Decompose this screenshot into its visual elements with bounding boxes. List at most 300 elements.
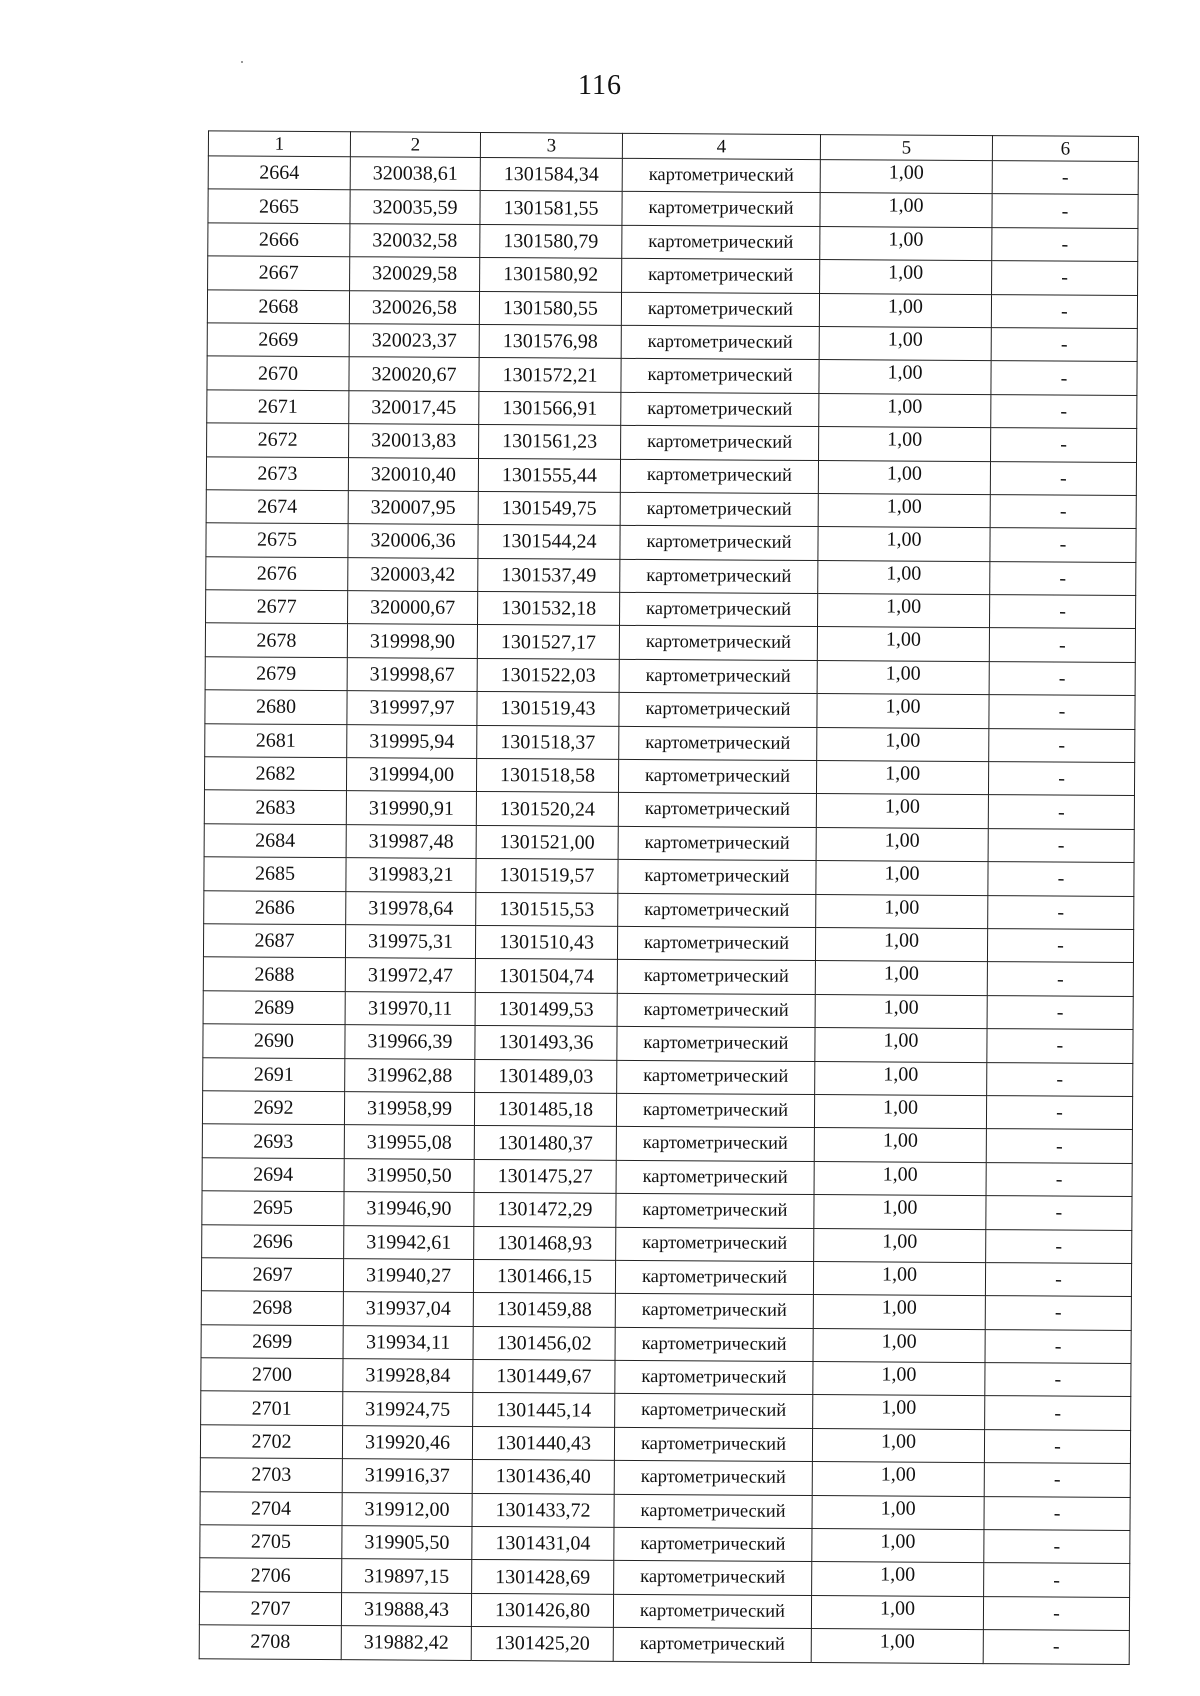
accuracy-cell: 1,00 [816, 894, 988, 928]
note-cell: - [986, 1096, 1132, 1130]
table-row [200, 1425, 1130, 1464]
accuracy-cell: 1,00 [815, 1061, 987, 1095]
x-coordinate-cell: 319995,94 [347, 724, 477, 758]
point-number-cell: 2703 [200, 1458, 342, 1492]
method-cell: картометрический [614, 1461, 812, 1496]
method-cell: картометрический [617, 993, 815, 1028]
accuracy-cell: 1,00 [820, 226, 992, 260]
table-row [200, 1491, 1130, 1530]
y-coordinate-cell: 1301580,79 [480, 224, 622, 258]
accuracy-cell: 1,00 [817, 727, 989, 761]
table-row [201, 1358, 1131, 1397]
method-cell: картометрический [615, 1294, 813, 1329]
y-coordinate-cell: 1301581,55 [480, 191, 622, 225]
method-cell: картометрический [621, 359, 819, 394]
accuracy-cell: 1,00 [812, 1529, 984, 1563]
accuracy-cell: 1,00 [820, 193, 992, 227]
y-coordinate-cell: 1301456,02 [473, 1326, 615, 1360]
y-coordinate-cell: 1301436,40 [472, 1460, 614, 1494]
accuracy-cell: 1,00 [815, 961, 987, 995]
y-coordinate-cell: 1301431,04 [472, 1526, 614, 1560]
point-number-cell: 2686 [204, 890, 346, 924]
table-row [199, 1625, 1129, 1664]
method-cell: картометрический [613, 1628, 811, 1663]
x-coordinate-cell: 319998,67 [347, 658, 477, 692]
table-row [204, 824, 1134, 863]
column-header-1: 1 [208, 131, 350, 157]
method-cell: картометрический [615, 1394, 813, 1429]
point-number-cell: 2665 [208, 189, 350, 223]
note-cell: - [985, 1396, 1131, 1430]
y-coordinate-cell: 1301515,53 [476, 892, 618, 926]
note-cell: - [983, 1630, 1129, 1664]
x-coordinate-cell: 319882,42 [341, 1626, 471, 1660]
accuracy-cell: 1,00 [819, 327, 991, 361]
x-coordinate-cell: 319975,31 [345, 925, 475, 959]
x-coordinate-cell: 319987,48 [346, 824, 476, 858]
y-coordinate-cell: 1301549,75 [478, 491, 620, 525]
table-row [203, 1057, 1133, 1096]
method-cell: картометрический [617, 960, 815, 995]
table-row [204, 790, 1134, 829]
note-cell: - [991, 428, 1137, 462]
point-number-cell: 2695 [202, 1191, 344, 1225]
note-cell: - [988, 828, 1134, 862]
y-coordinate-cell: 1301466,15 [473, 1259, 615, 1293]
y-coordinate-cell: 1301576,98 [479, 324, 621, 358]
x-coordinate-cell: 319920,46 [342, 1426, 472, 1460]
column-header-6: 6 [992, 136, 1138, 162]
point-number-cell: 2705 [200, 1525, 342, 1559]
point-number-cell: 2667 [208, 256, 350, 290]
x-coordinate-cell: 320017,45 [349, 390, 479, 424]
y-coordinate-cell: 1301572,21 [479, 358, 621, 392]
x-coordinate-cell: 320038,61 [350, 157, 480, 191]
point-number-cell: 2676 [206, 557, 348, 591]
point-number-cell: 2685 [204, 857, 346, 891]
note-cell: - [987, 1029, 1133, 1063]
y-coordinate-cell: 1301580,55 [479, 291, 621, 325]
table-row [204, 757, 1134, 796]
table-row [205, 690, 1135, 729]
table-row [206, 557, 1136, 596]
method-cell: картометрический [622, 158, 820, 193]
x-coordinate-cell: 320026,58 [349, 290, 479, 324]
accuracy-cell: 1,00 [816, 861, 988, 895]
x-coordinate-cell: 319958,99 [344, 1092, 474, 1126]
method-cell: картометрический [622, 225, 820, 260]
x-coordinate-cell: 319983,21 [346, 858, 476, 892]
accuracy-cell: 1,00 [819, 293, 991, 327]
table-row [203, 957, 1133, 996]
accuracy-cell: 1,00 [819, 360, 991, 394]
x-coordinate-cell: 319966,39 [345, 1025, 475, 1059]
method-cell: картометрический [621, 292, 819, 327]
accuracy-cell: 1,00 [813, 1261, 985, 1295]
y-coordinate-cell: 1301520,24 [476, 792, 618, 826]
table-row [206, 523, 1136, 562]
note-cell: - [985, 1363, 1131, 1397]
x-coordinate-cell: 319916,37 [342, 1459, 472, 1493]
point-number-cell: 2688 [203, 957, 345, 991]
point-number-cell: 2696 [202, 1224, 344, 1258]
table-row [203, 924, 1133, 963]
point-number-cell: 2668 [207, 289, 349, 323]
table-body [199, 156, 1138, 1664]
accuracy-cell: 1,00 [818, 560, 990, 594]
x-coordinate-cell: 319994,00 [346, 758, 476, 792]
table-row [202, 1191, 1132, 1230]
accuracy-cell: 1,00 [817, 694, 989, 728]
point-number-cell: 2675 [206, 523, 348, 557]
y-coordinate-cell: 1301561,23 [479, 425, 621, 459]
note-cell: - [990, 561, 1136, 595]
y-coordinate-cell: 1301566,91 [479, 391, 621, 425]
point-number-cell: 2692 [202, 1091, 344, 1125]
method-cell: картометрический [619, 592, 817, 627]
y-coordinate-cell: 1301493,36 [475, 1026, 617, 1060]
note-cell: - [988, 795, 1134, 829]
accuracy-cell: 1,00 [814, 1228, 986, 1262]
note-cell: - [992, 227, 1138, 261]
accuracy-cell: 1,00 [819, 393, 991, 427]
accuracy-cell: 1,00 [811, 1629, 983, 1663]
method-cell: картометрический [615, 1360, 813, 1395]
method-cell: картометрический [614, 1427, 812, 1462]
accuracy-cell: 1,00 [818, 527, 990, 561]
method-cell: картометрический [619, 626, 817, 661]
table-row [200, 1525, 1130, 1564]
accuracy-cell: 1,00 [816, 794, 988, 828]
y-coordinate-cell: 1301522,03 [477, 658, 619, 692]
method-cell: картометрический [618, 793, 816, 828]
y-coordinate-cell: 1301475,27 [474, 1159, 616, 1193]
x-coordinate-cell: 320006,36 [348, 524, 478, 558]
y-coordinate-cell: 1301544,24 [478, 525, 620, 559]
note-cell: - [984, 1463, 1130, 1497]
note-cell: - [989, 695, 1135, 729]
accuracy-cell: 1,00 [813, 1295, 985, 1329]
method-cell: картометрический [615, 1260, 813, 1295]
x-coordinate-cell: 319998,90 [347, 624, 477, 658]
point-number-cell: 2673 [206, 456, 348, 490]
point-number-cell: 2697 [201, 1258, 343, 1292]
y-coordinate-cell: 1301426,80 [471, 1593, 613, 1627]
x-coordinate-cell: 319888,43 [341, 1592, 471, 1626]
note-cell: - [992, 261, 1138, 295]
y-coordinate-cell: 1301468,93 [474, 1226, 616, 1260]
point-number-cell: 2708 [199, 1625, 341, 1659]
method-cell: картометрический [618, 826, 816, 861]
accuracy-cell: 1,00 [812, 1428, 984, 1462]
method-cell: картометрический [616, 1193, 814, 1228]
table-row [207, 423, 1137, 462]
note-cell: - [990, 461, 1136, 495]
accuracy-cell: 1,00 [815, 928, 987, 962]
x-coordinate-cell: 320035,59 [350, 190, 480, 224]
point-number-cell: 2670 [207, 356, 349, 390]
method-cell: картометрический [616, 1227, 814, 1262]
accuracy-cell: 1,00 [820, 260, 992, 294]
y-coordinate-cell: 1301445,14 [473, 1393, 615, 1427]
note-cell: - [987, 995, 1133, 1029]
x-coordinate-cell: 320000,67 [348, 591, 478, 625]
point-number-cell: 2684 [204, 824, 346, 858]
x-coordinate-cell: 319934,11 [343, 1325, 473, 1359]
note-cell: - [992, 194, 1138, 228]
table-row [201, 1391, 1131, 1430]
method-cell: картометрический [617, 1060, 815, 1095]
method-cell: картометрический [618, 893, 816, 928]
note-cell: - [985, 1329, 1131, 1363]
x-coordinate-cell: 320029,58 [350, 257, 480, 291]
y-coordinate-cell: 1301518,37 [477, 725, 619, 759]
table-row [203, 1024, 1133, 1063]
accuracy-cell: 1,00 [817, 627, 989, 661]
method-cell: картометрический [620, 492, 818, 527]
point-number-cell: 2698 [201, 1291, 343, 1325]
x-coordinate-cell: 319990,91 [346, 791, 476, 825]
table-row [208, 223, 1138, 262]
point-number-cell: 2699 [201, 1324, 343, 1358]
accuracy-cell: 1,00 [817, 594, 989, 628]
y-coordinate-cell: 1301521,00 [476, 825, 618, 859]
accuracy-cell: 1,00 [814, 1128, 986, 1162]
note-cell: - [987, 1062, 1133, 1096]
x-coordinate-cell: 319937,04 [343, 1292, 473, 1326]
y-coordinate-cell: 1301499,53 [475, 992, 617, 1026]
table-row [206, 590, 1136, 629]
x-coordinate-cell: 320013,83 [349, 424, 479, 458]
note-cell: - [989, 595, 1135, 629]
method-cell: картометрический [617, 926, 815, 961]
table-row [208, 256, 1138, 295]
point-number-cell: 2704 [200, 1491, 342, 1525]
accuracy-cell: 1,00 [814, 1161, 986, 1195]
x-coordinate-cell: 319912,00 [342, 1492, 472, 1526]
method-cell: картометрический [621, 392, 819, 427]
scan-speck [241, 61, 243, 63]
accuracy-cell: 1,00 [814, 1195, 986, 1229]
method-cell: картометрический [620, 459, 818, 494]
accuracy-cell: 1,00 [819, 427, 991, 461]
x-coordinate-cell: 319978,64 [346, 891, 476, 925]
table-row [200, 1458, 1130, 1497]
method-cell: картометрический [622, 192, 820, 227]
x-coordinate-cell: 319955,08 [344, 1125, 474, 1159]
note-cell: - [991, 328, 1137, 362]
point-number-cell: 2664 [208, 156, 350, 190]
x-coordinate-cell: 319972,47 [345, 958, 475, 992]
note-cell: - [984, 1563, 1130, 1597]
x-coordinate-cell: 319942,61 [344, 1225, 474, 1259]
accuracy-cell: 1,00 [817, 660, 989, 694]
y-coordinate-cell: 1301449,67 [473, 1360, 615, 1394]
note-cell: - [986, 1162, 1132, 1196]
note-cell: - [987, 962, 1133, 996]
x-coordinate-cell: 319928,84 [343, 1359, 473, 1393]
table-row [202, 1158, 1132, 1197]
note-cell: - [991, 294, 1137, 328]
x-coordinate-cell: 319924,75 [343, 1392, 473, 1426]
point-number-cell: 2679 [205, 657, 347, 691]
note-cell: - [987, 929, 1133, 963]
method-cell: картометрический [616, 1160, 814, 1195]
note-cell: - [992, 161, 1138, 195]
method-cell: картометрический [615, 1327, 813, 1362]
x-coordinate-cell: 319897,15 [342, 1559, 472, 1593]
note-cell: - [988, 862, 1134, 896]
x-coordinate-cell: 320020,67 [349, 357, 479, 391]
coordinates-table-container [199, 130, 1138, 1664]
accuracy-cell: 1,00 [815, 1028, 987, 1062]
accuracy-cell: 1,00 [813, 1395, 985, 1429]
y-coordinate-cell: 1301518,58 [476, 759, 618, 793]
accuracy-cell: 1,00 [818, 493, 990, 527]
y-coordinate-cell: 1301584,34 [480, 157, 622, 191]
y-coordinate-cell: 1301527,17 [477, 625, 619, 659]
x-coordinate-cell: 319905,50 [342, 1526, 472, 1560]
table-row [199, 1592, 1129, 1631]
table-row [208, 189, 1138, 228]
table-row [201, 1291, 1131, 1330]
table-row [205, 657, 1135, 696]
coordinates-table [199, 130, 1139, 1664]
method-cell: картометрический [619, 693, 817, 728]
point-number-cell: 2678 [205, 623, 347, 657]
method-cell: картометрический [618, 860, 816, 895]
point-number-cell: 2693 [202, 1124, 344, 1158]
note-cell: - [983, 1596, 1129, 1630]
point-number-cell: 2681 [205, 723, 347, 757]
y-coordinate-cell: 1301532,18 [478, 592, 620, 626]
y-coordinate-cell: 1301580,92 [480, 258, 622, 292]
note-cell: - [984, 1530, 1130, 1564]
point-number-cell: 2706 [200, 1558, 342, 1592]
column-header-4: 4 [622, 133, 820, 159]
point-number-cell: 2691 [203, 1057, 345, 1091]
table-row [201, 1258, 1131, 1297]
accuracy-cell: 1,00 [818, 460, 990, 494]
x-coordinate-cell: 320010,40 [348, 457, 478, 491]
point-number-cell: 2669 [207, 323, 349, 357]
note-cell: - [986, 1229, 1132, 1263]
method-cell: картометрический [616, 1093, 814, 1128]
accuracy-cell: 1,00 [816, 827, 988, 861]
method-cell: картометрический [616, 1127, 814, 1162]
method-cell: картометрический [614, 1561, 812, 1596]
y-coordinate-cell: 1301489,03 [475, 1059, 617, 1093]
method-cell: картометрический [622, 259, 820, 294]
accuracy-cell: 1,00 [813, 1362, 985, 1396]
y-coordinate-cell: 1301472,29 [474, 1193, 616, 1227]
point-number-cell: 2694 [202, 1158, 344, 1192]
point-number-cell: 2690 [203, 1024, 345, 1058]
column-header-5: 5 [820, 135, 992, 161]
accuracy-cell: 1,00 [820, 160, 992, 194]
point-number-cell: 2671 [207, 390, 349, 424]
point-number-cell: 2702 [200, 1425, 342, 1459]
method-cell: картометрический [618, 759, 816, 794]
y-coordinate-cell: 1301555,44 [478, 458, 620, 492]
table-row [200, 1558, 1130, 1597]
method-cell: картометрический [617, 1026, 815, 1061]
table-row [207, 356, 1137, 395]
point-number-cell: 2666 [208, 223, 350, 257]
y-coordinate-cell: 1301537,49 [478, 558, 620, 592]
accuracy-cell: 1,00 [815, 994, 987, 1028]
y-coordinate-cell: 1301510,43 [475, 925, 617, 959]
note-cell: - [990, 528, 1136, 562]
y-coordinate-cell: 1301485,18 [474, 1092, 616, 1126]
y-coordinate-cell: 1301504,74 [475, 959, 617, 993]
table-row [202, 1091, 1132, 1130]
note-cell: - [990, 495, 1136, 529]
table-row [204, 857, 1134, 896]
column-header-2: 2 [350, 132, 480, 158]
y-coordinate-cell: 1301428,69 [472, 1560, 614, 1594]
point-number-cell: 2687 [203, 924, 345, 958]
table-row [207, 390, 1137, 429]
note-cell: - [985, 1296, 1131, 1330]
point-number-cell: 2701 [201, 1391, 343, 1425]
method-cell: картометрический [614, 1494, 812, 1529]
point-number-cell: 2674 [206, 490, 348, 524]
method-cell: картометрический [619, 726, 817, 761]
column-header-3: 3 [480, 132, 622, 158]
point-number-cell: 2672 [207, 423, 349, 457]
table-row [202, 1224, 1132, 1263]
accuracy-cell: 1,00 [816, 761, 988, 795]
note-cell: - [991, 361, 1137, 395]
x-coordinate-cell: 319950,50 [344, 1158, 474, 1192]
point-number-cell: 2682 [204, 757, 346, 791]
table-row [207, 323, 1137, 362]
y-coordinate-cell: 1301519,43 [477, 692, 619, 726]
x-coordinate-cell: 320007,95 [348, 491, 478, 525]
accuracy-cell: 1,00 [812, 1495, 984, 1529]
accuracy-cell: 1,00 [812, 1462, 984, 1496]
table-row [206, 490, 1136, 529]
accuracy-cell: 1,00 [814, 1094, 986, 1128]
table-row [201, 1324, 1131, 1363]
note-cell: - [984, 1429, 1130, 1463]
x-coordinate-cell: 319962,88 [345, 1058, 475, 1092]
method-cell: картометрический [621, 325, 819, 360]
method-cell: картометрический [620, 526, 818, 561]
table-row [206, 456, 1136, 495]
point-number-cell: 2700 [201, 1358, 343, 1392]
table-row [208, 156, 1138, 195]
table-row [204, 890, 1134, 929]
method-cell: картометрический [621, 425, 819, 460]
note-cell: - [988, 762, 1134, 796]
point-number-cell: 2677 [206, 590, 348, 624]
x-coordinate-cell: 319997,97 [347, 691, 477, 725]
note-cell: - [986, 1129, 1132, 1163]
table-row [203, 991, 1133, 1030]
accuracy-cell: 1,00 [812, 1562, 984, 1596]
table-row [202, 1124, 1132, 1163]
x-coordinate-cell: 319940,27 [343, 1259, 473, 1293]
table-row [205, 623, 1135, 662]
note-cell: - [984, 1496, 1130, 1530]
point-number-cell: 2680 [205, 690, 347, 724]
method-cell: картометрический [614, 1527, 812, 1562]
note-cell: - [985, 1262, 1131, 1296]
note-cell: - [991, 394, 1137, 428]
y-coordinate-cell: 1301440,43 [472, 1426, 614, 1460]
